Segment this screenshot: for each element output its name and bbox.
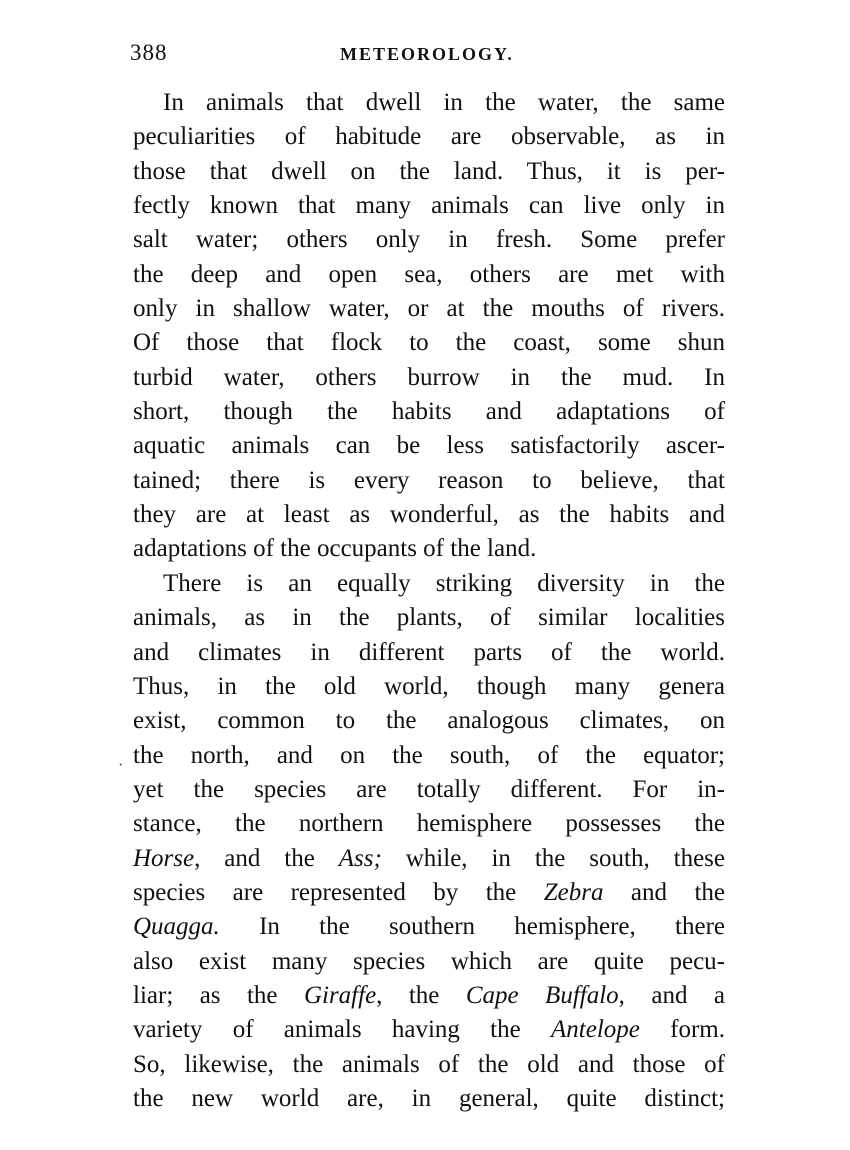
- text-run: species are represented by the: [133, 878, 544, 906]
- text-run: and the: [603, 878, 725, 906]
- italic-term: Zebra: [543, 878, 604, 906]
- text-run: In the southern hemisphere, there: [219, 913, 725, 941]
- italic-term: Cape Buffalo: [465, 981, 619, 1009]
- text-line: [133, 842, 725, 876]
- text-line: short, though the habits and adaptations of: [133, 398, 725, 426]
- italic-term: Ass;: [338, 844, 382, 872]
- text-line: aquatic animals can be less satisfactorily ascer-: [133, 432, 725, 460]
- margin-mark: ·: [118, 757, 124, 774]
- text-line: they are at least as wonderful, as the habits and: [133, 501, 725, 529]
- text-run: form.: [639, 1016, 725, 1044]
- text-line: [133, 979, 725, 1013]
- text-line: So, likewise, the animals of the old and those of: [133, 1050, 725, 1078]
- italic-term: Horse: [133, 844, 195, 872]
- text-line: tained; there is every reason to believe, that: [133, 466, 725, 494]
- text-line: [133, 910, 725, 944]
- text-line: Of those that flock to the coast, some shun: [133, 329, 725, 357]
- text-line: fectly known that many animals can live only in: [133, 192, 725, 220]
- text-line: salt water; others only in fresh. Some prefer: [133, 226, 725, 254]
- text-line: those that dwell on the land. Thus, it is per-: [133, 157, 725, 185]
- text-run: , the: [376, 981, 466, 1009]
- text-line: stance, the northern hemisphere possesses the: [133, 810, 725, 838]
- text-line: peculiarities of habitude are observable, as in: [133, 123, 725, 151]
- text-line: adaptations of the occupants of the land.: [133, 535, 537, 563]
- text-run: , and the: [194, 844, 339, 872]
- text-run: , and a: [618, 981, 725, 1009]
- text-line: and climates in different parts of the world.: [133, 638, 725, 666]
- body-text: [133, 86, 725, 1116]
- text-line: There is an equally striking diversity in the: [163, 569, 725, 597]
- text-line: In animals that dwell in the water, the same: [163, 89, 725, 116]
- text-line: exist, common to the analogous climates, on: [133, 707, 725, 735]
- text-line: also exist many species which are quite pecu-: [133, 947, 725, 975]
- text-line: yet the species are totally different. For in-: [133, 775, 725, 803]
- text-line: animals, as in the plants, of similar localities: [133, 604, 725, 632]
- text-line: Thus, in the old world, though many genera: [133, 672, 725, 700]
- text-line: only in shallow water, or at the mouths of rivers.: [133, 295, 725, 323]
- italic-term: Giraffe: [303, 981, 377, 1009]
- text-run: variety of animals having the: [133, 1016, 551, 1044]
- text-run: liar; as the: [133, 981, 304, 1009]
- text-line: the north, and on the south, of the equator;: [133, 741, 725, 769]
- text-line: the new world are, in general, quite distinct;: [133, 1084, 725, 1112]
- running-head: METEOROLOGY.: [340, 44, 514, 64]
- italic-term: Antelope: [551, 1016, 640, 1044]
- text-line: [133, 1013, 725, 1047]
- italic-term: Quagga.: [133, 913, 220, 941]
- text-line: turbid water, others burrow in the mud. In: [133, 363, 725, 391]
- text-line: [133, 876, 725, 910]
- page-number: 388: [130, 40, 168, 65]
- text-line: the deep and open sea, others are met with: [133, 260, 725, 288]
- text-run: while, in the south, these: [381, 844, 725, 872]
